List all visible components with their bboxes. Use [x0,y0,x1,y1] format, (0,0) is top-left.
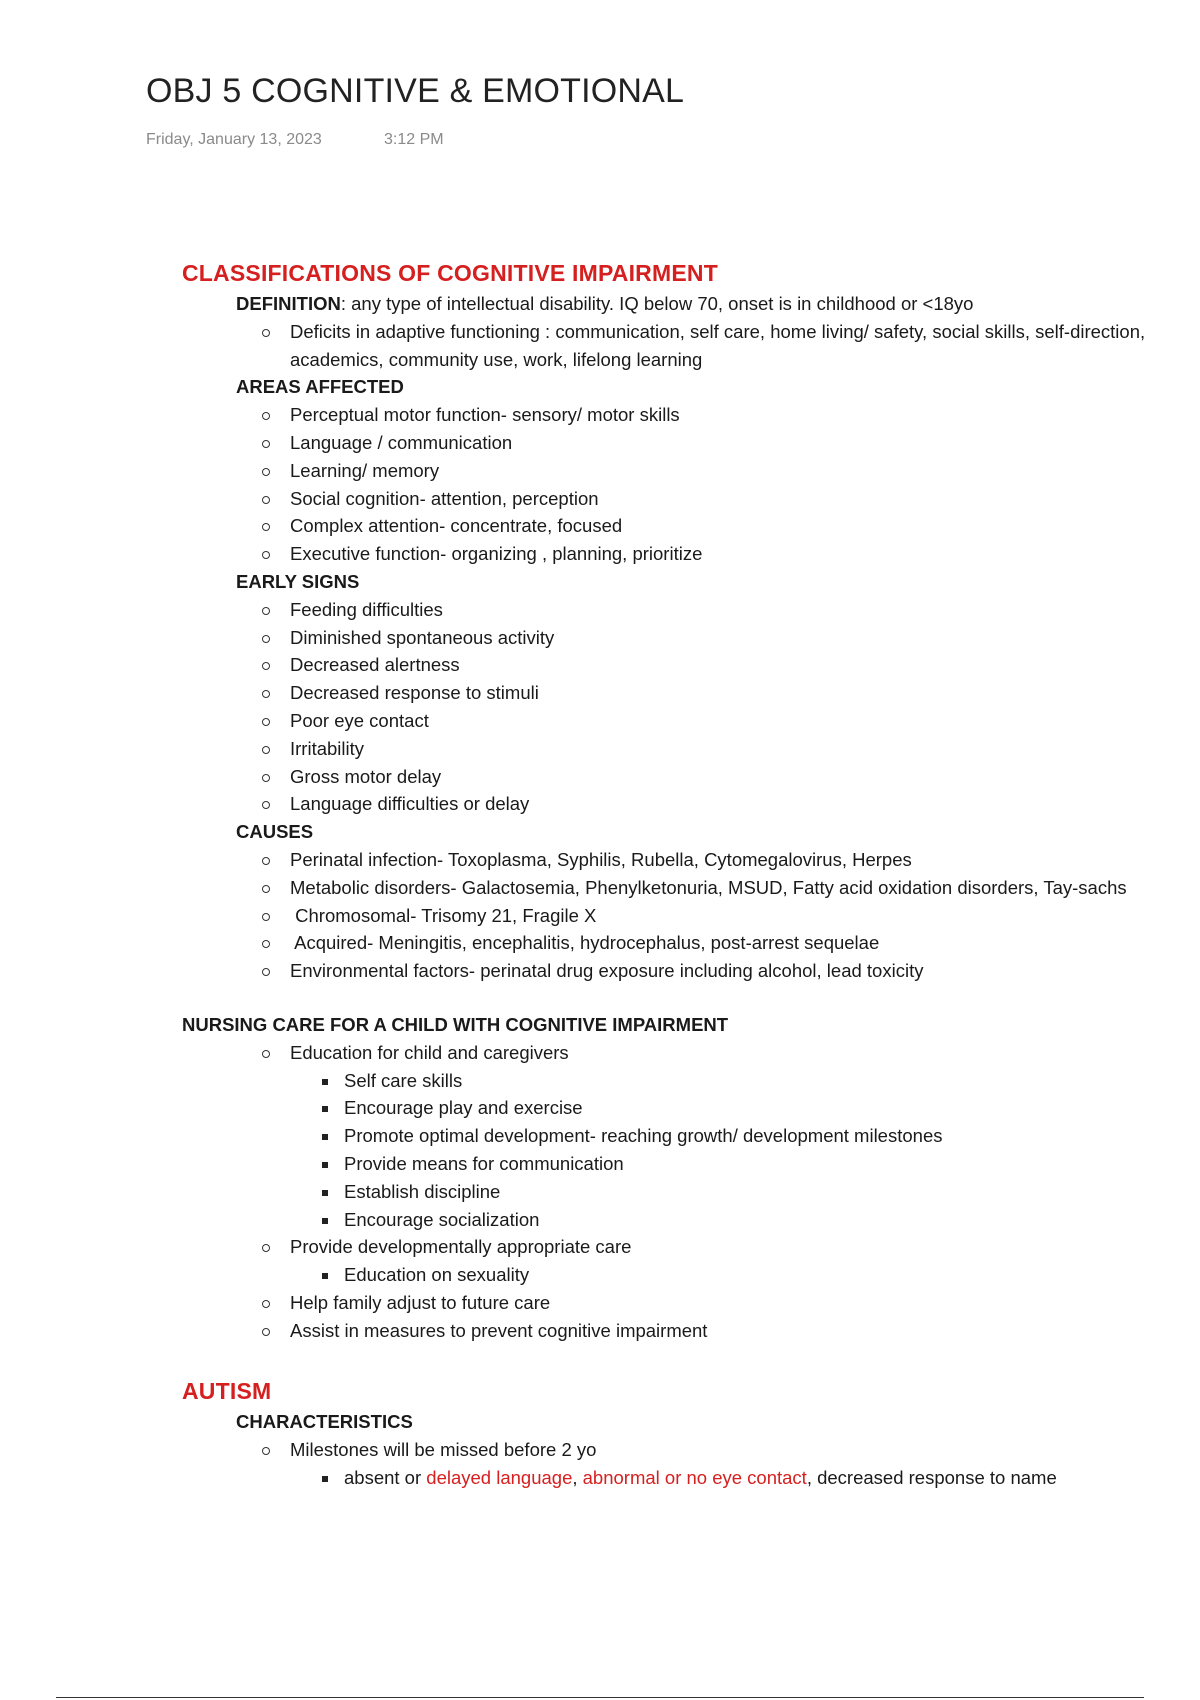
list-item: Environmental factors- perinatal drug exposure including alcohol, lead toxicity [182,957,1172,985]
list-item: Self care skills [182,1067,1172,1095]
list-item: Education on sexuality [182,1261,1172,1289]
list-item: Provide means for communication [182,1150,1172,1178]
causes-list [182,846,1172,985]
list-item: Learning/ memory [182,457,1172,485]
characteristics-label: CHARACTERISTICS [236,1411,413,1433]
page-bottom-rule [56,1697,1144,1698]
list-item: Complex attention- concentrate, focused [182,512,1172,540]
list-item: Poor eye contact [182,707,1172,735]
list-item: Social cognition- attention, perception [182,485,1172,513]
note-content [182,256,1172,1492]
list-item [182,1464,1172,1492]
list-item: Chromosomal- Trisomy 21, Fragile X [182,902,1172,930]
list-item: Provide developmentally appropriate care [182,1233,1172,1261]
list-item: Deficits in adaptive functioning : communication, self care, home living/ safety, social skills, self-direction, academics, community use, work, lifelong learning [182,318,1172,374]
list-item: Metabolic disorders- Galactosemia, Phenylketonuria, MSUD, Fatty acid oxidation disorders, Tay-sachs [182,874,1172,902]
list-item: Language difficulties or delay [182,790,1172,818]
list-item: Encourage socialization [182,1206,1172,1234]
highlight-eye-contact: abnormal or no eye contact [582,1467,807,1489]
list-item: Executive function- organizing , planning, prioritize [182,540,1172,568]
definition-line [182,290,1172,318]
list-item: Irritability [182,735,1172,763]
nursing-care-sublist [182,1067,1172,1234]
list-item: Milestones will be missed before 2 yo [182,1436,1172,1464]
list-item: Language / communication [182,429,1172,457]
definition-list [182,318,1172,374]
nursing-care-list-end [182,1289,1172,1345]
text-run: , decreased response to name [806,1467,1057,1489]
list-item: Acquired- Meningitis, encephalitis, hydrocephalus, post-arrest sequelae [182,929,1172,957]
definition-text: : any type of intellectual disability. IQ below 70, onset is in childhood or <18yo [340,293,974,314]
page-title: OBJ 5 COGNITIVE & EMOTIONAL [146,72,685,110]
characteristics-list [182,1436,1172,1464]
list-item: Promote optimal development- reaching growth/ development milestones [182,1122,1172,1150]
page-time: 3:12 PM [384,131,444,148]
characteristics-sublist [182,1464,1172,1492]
page-date: Friday, January 13, 2023 [146,131,322,148]
nursing-care-list-cont [182,1233,1172,1261]
early-signs-list [182,596,1172,818]
section-heading-classifications: CLASSIFICATIONS OF COGNITIVE IMPAIRMENT [182,260,718,286]
list-item: Assist in measures to prevent cognitive impairment [182,1317,1172,1345]
definition-label: DEFINITION [236,293,341,314]
list-item: Decreased alertness [182,651,1172,679]
causes-label: CAUSES [236,821,314,843]
nursing-care-sublist-2 [182,1261,1172,1289]
nursing-care-list [182,1039,1172,1067]
list-item: Education for child and caregivers [182,1039,1172,1067]
text-run: absent or [344,1467,427,1489]
highlight-delayed-language: delayed language [426,1467,573,1489]
list-item: Perinatal infection- Toxoplasma, Syphilis, Rubella, Cytomegalovirus, Herpes [182,846,1172,874]
text-run: , [572,1467,583,1489]
list-item: Diminished spontaneous activity [182,624,1172,652]
areas-affected-label: AREAS AFFECTED [236,376,404,398]
early-signs-label: EARLY SIGNS [236,570,360,592]
list-item: Feeding difficulties [182,596,1172,624]
list-item: Establish discipline [182,1178,1172,1206]
areas-affected-list [182,401,1172,568]
nursing-care-heading: NURSING CARE FOR A CHILD WITH COGNITIVE IMPAIRMENT [182,1013,729,1035]
list-item: Help family adjust to future care [182,1289,1172,1317]
list-item: Perceptual motor function- sensory/ motor skills [182,401,1172,429]
list-item: Encourage play and exercise [182,1094,1172,1122]
section-heading-autism: AUTISM [182,1378,272,1405]
list-item: Gross motor delay [182,763,1172,791]
list-item: Decreased response to stimuli [182,679,1172,707]
